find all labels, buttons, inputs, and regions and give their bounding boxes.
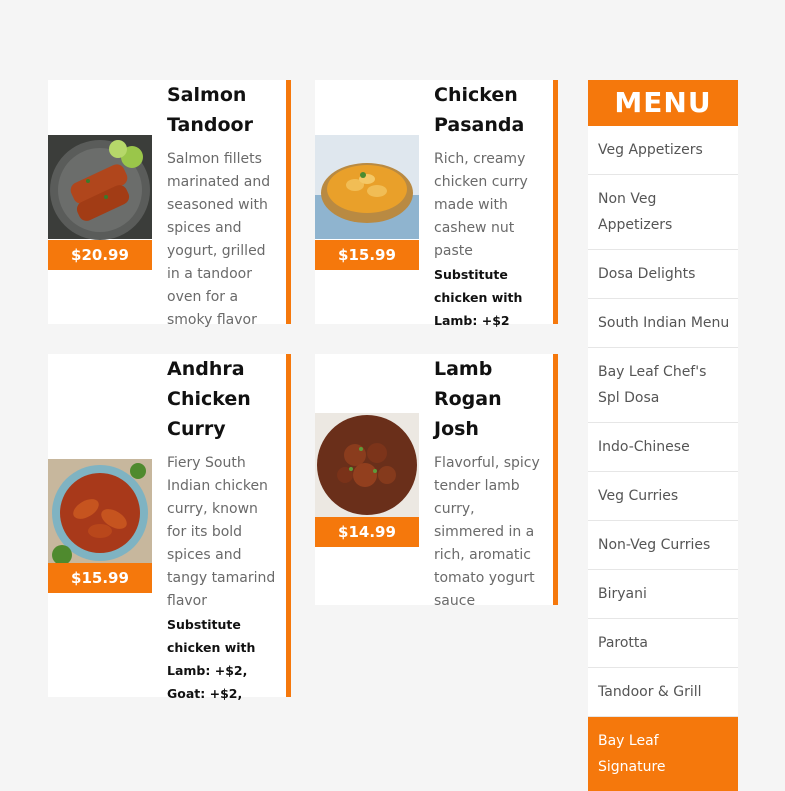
- menu-item-tandoor-grill[interactable]: Tandoor & Grill: [588, 668, 738, 717]
- chicken-curry-bowl-icon[interactable]: [48, 459, 152, 563]
- dish-price: $15.99: [48, 563, 152, 593]
- dish-price: $20.99: [48, 240, 152, 270]
- lamb-curry-plate-icon[interactable]: [315, 413, 419, 517]
- menu-item-biryani[interactable]: Biryani: [588, 570, 738, 619]
- menu-item-bay-leaf-signature[interactable]: Bay Leaf Signature: [588, 717, 738, 791]
- dish-title[interactable]: Salmon Tandoor: [167, 84, 253, 136]
- menu-item-south-indian-menu[interactable]: South Indian Menu: [588, 299, 738, 348]
- dish-card-chicken-pasanda[interactable]: [315, 80, 558, 328]
- dish-description: Flavorful, spicy tender lamb curry, simmered in a rich, aromatic tomato yogurt sauce: [434, 455, 540, 609]
- dish-title[interactable]: Andhra Chicken Curry: [167, 358, 251, 440]
- menu-item-chefs-spl-dosa[interactable]: Bay Leaf Chef's Spl Dosa: [588, 348, 738, 423]
- dish-title[interactable]: Chicken Pasanda: [434, 84, 525, 136]
- menu-item-non-veg-appetizers[interactable]: Non Veg Appetizers: [588, 175, 738, 250]
- menu-item-indo-chinese[interactable]: Indo-Chinese: [588, 423, 738, 472]
- menu-item-dosa-delights[interactable]: Dosa Delights: [588, 250, 738, 299]
- dish-card-salmon-tandoor[interactable]: [48, 80, 291, 328]
- dish-price: $15.99: [315, 240, 419, 270]
- dish-note: Substitute chicken with Lamb: +$2, Goat: +$2,: [167, 617, 256, 701]
- menu-item-veg-curries[interactable]: Veg Curries: [588, 472, 738, 521]
- menu-item-non-veg-curries[interactable]: Non-Veg Curries: [588, 521, 738, 570]
- menu-item-parotta[interactable]: Parotta: [588, 619, 738, 668]
- category-menu: [588, 80, 738, 775]
- salmon-plate-icon[interactable]: [48, 135, 152, 239]
- dish-description: Rich, creamy chicken curry made with cashew nut paste: [434, 151, 528, 259]
- dish-card-andhra-chicken-curry[interactable]: [48, 354, 291, 701]
- dish-note: Substitute chicken with Lamb: +$2: [434, 267, 523, 328]
- dish-price: $14.99: [315, 517, 419, 547]
- curry-bowl-icon[interactable]: [315, 135, 419, 239]
- dish-description: Salmon fillets marinated and seasoned with spices and yogurt, grilled in a tandoor oven for a smoky flavor: [167, 151, 271, 328]
- menu-item-veg-appetizers[interactable]: Veg Appetizers: [588, 126, 738, 175]
- menu-heading: MENU: [588, 80, 738, 126]
- dish-title[interactable]: Lamb Rogan Josh: [434, 358, 502, 440]
- dish-description: Fiery South Indian chicken curry, known for its bold spices and tangy tamarind flavor: [167, 455, 276, 609]
- dish-card-lamb-rogan-josh[interactable]: [315, 354, 558, 609]
